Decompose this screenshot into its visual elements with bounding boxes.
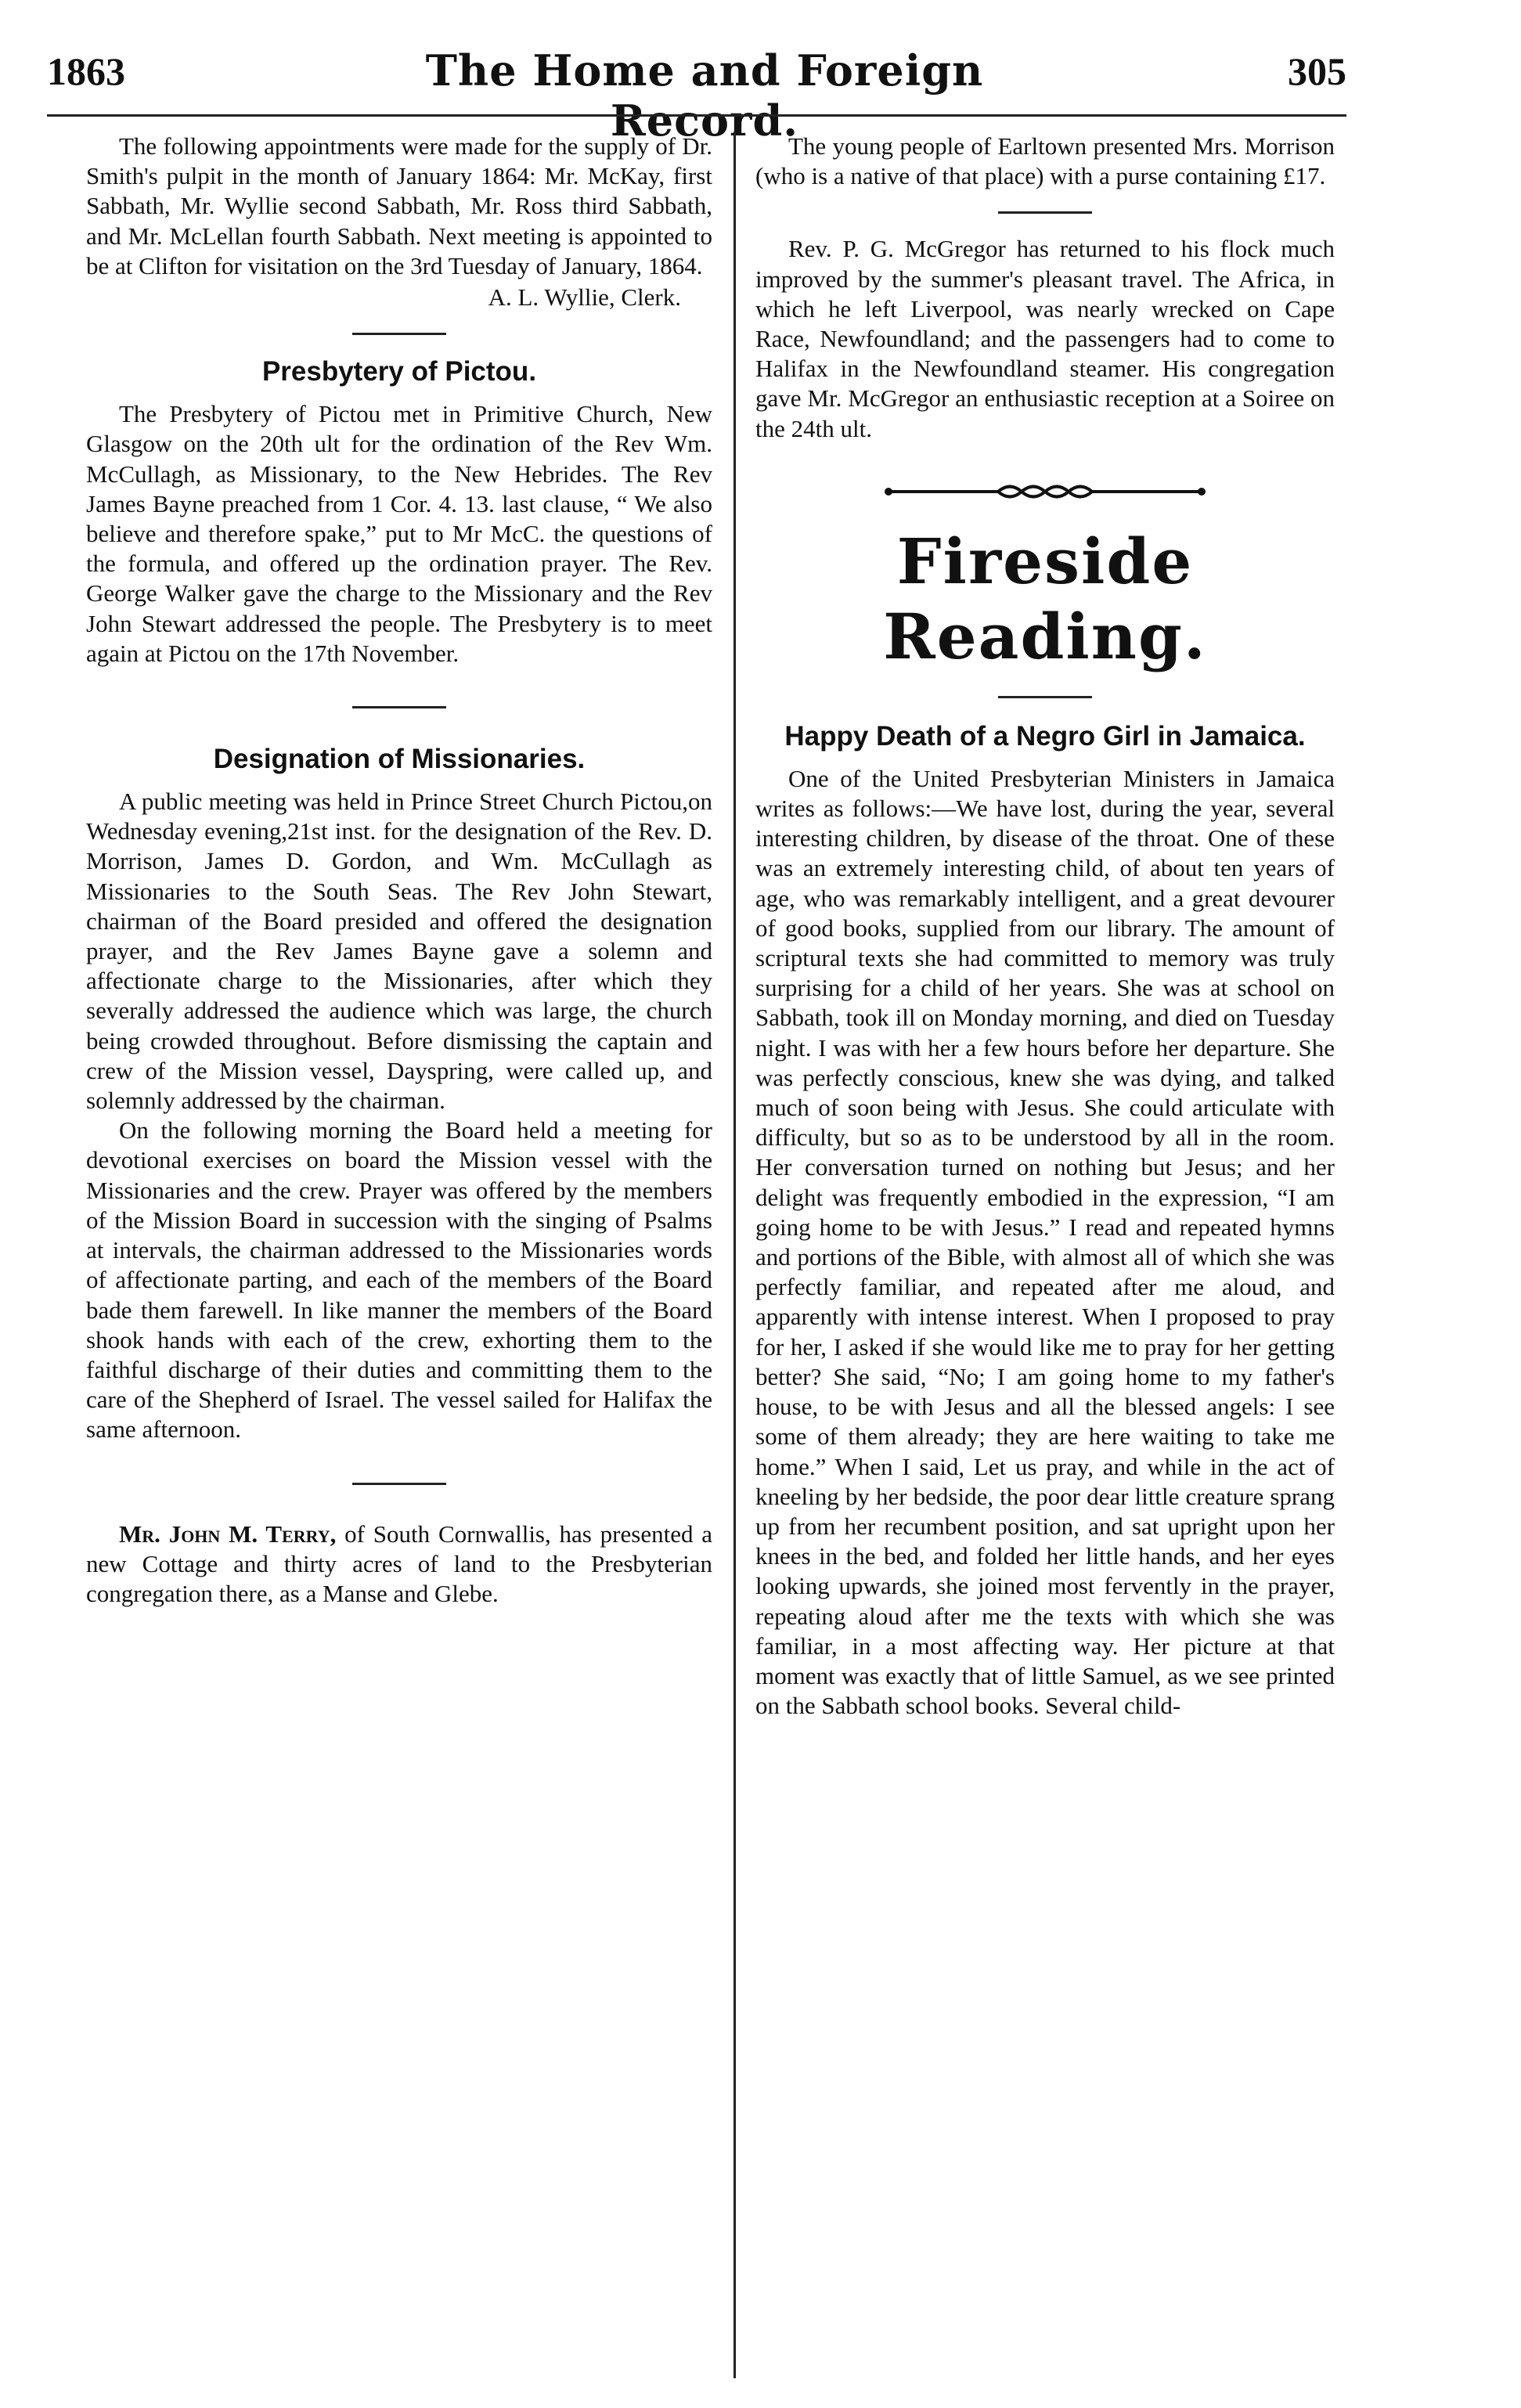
separator-rule [998, 211, 1092, 214]
separator-rule [998, 696, 1092, 698]
column-divider [733, 132, 736, 2378]
separator-rule [352, 333, 446, 335]
earltown-paragraph: The young people of Earltown presented Mrs. Morrison (who is a native of that place) with a purse containing £17. [755, 132, 1335, 190]
appointments-paragraph: The following appointments were made for the supply of Dr. Smith's pulpit in the month of January 1864: Mr. McKay, first Sabbath, Mr. Wyllie second Sabbath, Mr. Ross third Sabbath, and Mr. McLellan fourth Sabbath. Next meeting is appointed to be at Clifton for visitation on the 3rd Tuesday of January, 1864. [86, 132, 712, 279]
separator-rule [352, 1483, 446, 1485]
left-column [86, 132, 712, 1609]
mcgregor-paragraph: Rev. P. G. McGregor has returned to his flock much improved by the summer's pleasant travel. The Africa, in which he left Liverpool, was nearly wrecked on Cape Race, Newfoundland; and the passengers had to come to Halifax in the Newfoundland steamer. His congregation gave Mr. McGregor an enthusiastic reception at a Soiree on the 24th ult. [755, 235, 1335, 442]
clerk-signature: A. L. Wyllie, Clerk. [488, 283, 681, 312]
page-number: 305 [1288, 49, 1346, 93]
section-title-fireside-reading: Fireside Reading. [883, 524, 1207, 673]
heading-presbytery-pictou: Presbytery of Pictou. [261, 356, 537, 388]
heading-happy-death: Happy Death of a Negro Girl in Jamaica. [784, 720, 1306, 752]
designation-paragraph-2: On the following morning the Board held a meeting for devotional exercises on board the Mission vessel with the Missionaries and the crew. Prayer was offered by the members of the Mission Board in succession with the singing of Psalms at intervals, the chairman addressed to the Missionaries words of affectionate parting, and each of the members of the Board bade them farewell. In like manner the members of the Board shook hands with each of the crew, exhorting them to the faithful discharge of their duties and committing them to the care of the Shepherd of Israel. The vessel sailed for Halifax the same afternoon. [86, 1116, 712, 1444]
right-column [755, 132, 1335, 1721]
pictou-paragraph: The Presbytery of Pictou met in Primitive Church, New Glasgow on the 20th ult for the ordination of the Rev Wm. McCullagh, as Missionary, to the New Hebrides. The Rev James Bayne preached from 1 Cor. 4. 13. last clause, “ We also believe and therefore spake,” put to Mr McC. the questions of the formula, and offered up the ordination prayer. The Rev. George Walker gave the charge to the Missionary and the Rev John Stewart addressed the people. The Presbytery is to meet again at Pictou on the 17th November. [86, 400, 712, 667]
separator-rule [352, 706, 446, 708]
running-head [47, 45, 1346, 146]
designation-paragraph-1: A public meeting was held in Prince Street Church Pictou,on Wednesday evening,21st inst. for the designation of the Rev. D. Morrison, James D. Gordon, and Wm. McCullagh as Missionaries to the South Seas. The Rev John Stewart, chairman of the Board presided and offered the designation prayer, and the Rev James Bayne gave a solemn and affectionate charge to the Missionaries, after which they severally addressed the audience which was large, the church being crowded throughout. Before dismissing the captain and crew of the Mission vessel, Dayspring, were called up, and solemnly addressed by the chairman. [86, 788, 712, 1115]
header-rule [47, 114, 1346, 117]
ornamental-rule-icon [881, 478, 1209, 505]
journal-title: The Home and Foreign Record. [425, 45, 984, 146]
terry-text: of South Cornwallis, has presented a new Cottage and thirty acres of land to the Presbyterian congregation there, as a Manse and Glebe. [86, 1519, 713, 1607]
story-paragraph: One of the United Presbyterian Ministers in Jamaica writes as follows:—We have lost, during the year, several interesting children, by disease of the throat. One of these was an extremely interesting child, of about ten years of age, who was remarkably intelligent, and a great devourer of good books, supplied from our library. The amount of scriptural texts she had committed to memory was truly surprising for a child of her years. She was at school on Sabbath, took ill on Monday morning, and died on Tuesday night. I was with her a few hours before her departure. She was perfectly conscious, knew she was dying, and talked much of soon being with Jesus. She could articulate with difficulty, but so as to be understood by all in the room. Her conversation turned on nothing but Jesus; and her delight was frequently embodied in the expression, “I am going home to be with Jesus.” I read and repeated hymns and portions of the Bible, with almost all of which she was perfectly familiar, and repeated after me aloud, and apparently with intense interest. When I proposed to pray for her, I asked if she would like me to pray for her getting better? She said, “No; I am going home to my father's house, to be with Jesus and all the blessed angels: I see some of them already; they are here waiting to take me home.” When I said, Let us pray, and while in the act of kneeling by her bedside, the poor dear little creature sprang up from her recumbent position, and sat upright upon her knees in the bed, and folded her little hands, and her eyes looking upwards, she joined most fervently in the prayer, repeating aloud after me the texts with which she was familiar, in a most affecting way. Her picture at that moment was exactly that of little Samuel, as we see printed on the Sabbath school books. Several child- [755, 764, 1335, 1720]
heading-designation-missionaries: Designation of Missionaries. [213, 744, 586, 775]
header-year: 1863 [47, 49, 125, 93]
terry-paragraph [86, 1519, 712, 1610]
terry-name: Mr. John M. Terry, [119, 1519, 337, 1548]
